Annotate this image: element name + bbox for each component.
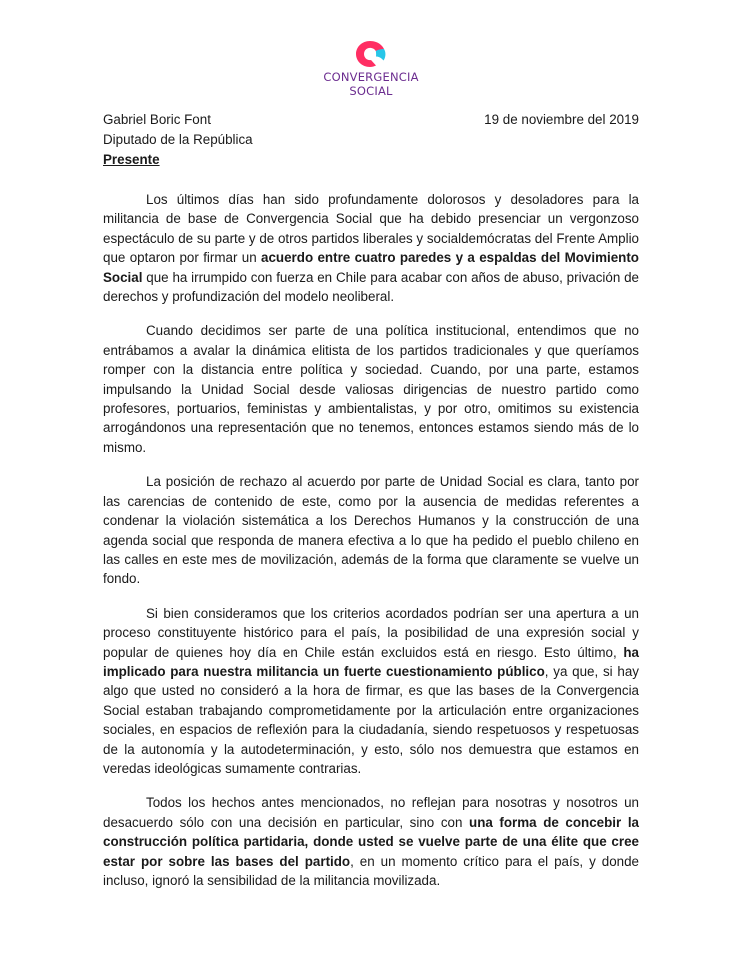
paragraph-text: Cuando decidimos ser parte de una política institucional, entendimos que no entrábamos a avalar la dinámica elitista de los partidos tradicionales y que queríamos romper con la distancia entre política y sociedad. Cuando, por una parte, estamos impulsando la Unidad Social desde valiosas dirigencias de nuestro partido como profesores, portuarios, feministas y ambientalistas, y por otro, omitimos su existencia arrogándonos una representación que no tenemos, entonces estamos siendo más de lo mismo. — [103, 323, 639, 455]
paragraph-text: La posición de rechazo al acuerdo por parte de Unidad Social es clara, tanto por las carencias de contenido de este, como por la ausencia de medidas referentes a condenar la violación sistemática a los Derechos Humanos y la construcción de una agenda social que responda de manera efectiva a lo que ha pedido el pueblo chileno en las calles en este mes de movilización, además de la forma que claramente se vuelve un fondo. — [103, 474, 639, 587]
logo-line-1: CONVERGENCIA — [323, 70, 419, 84]
body-paragraph — [103, 604, 639, 779]
recipient-title: Diputado de la República — [103, 132, 253, 147]
letter-body — [103, 190, 639, 905]
logo-mark-icon — [355, 40, 387, 68]
body-paragraph — [103, 472, 639, 588]
bold-text: acuerdo entre cuatro paredes y a espaldas del Movimiento Social — [103, 250, 639, 285]
body-paragraph — [103, 793, 639, 890]
paragraph-text: , en un momento crítico para el país, y donde incluso, ignoró la sensibilidad de la militancia movilizada. — [103, 853, 639, 888]
paragraph-text: Los últimos días han sido profundamente dolorosos y desoladores para la militancia de base de Convergencia Social que ha debido presenciar un vergonzoso espectáculo de su parte y de otros partidos liberales y socialdemócratas del Frente Amplio que optaron por firmar un — [103, 192, 639, 266]
letter-date: 19 de noviembre del 2019 — [484, 112, 639, 127]
paragraph-text: que ha irrumpido con fuerza en Chile para acabar con años de abuso, privación de derechos y profundización del modelo neoliberal. — [103, 269, 639, 305]
bold-text: una forma de concebir la construcción política partidaria, donde usted se vuelve parte de una élite que cree estar por sobre las bases del partido — [103, 814, 639, 869]
bold-text: ha implicado para nuestra militancia un fuerte cuestionamiento público — [103, 644, 639, 679]
paragraph-text: , ya que, si hay algo que usted no consideró a la hora de firmar, es que las bases de la Convergencia Social estaban trabajando comprometidamente por la articulación entre organizaciones sociales, en espacios de reflexión para la ciudadanía, siendo respetuosos y respetuosas de la autonomía y la autodeterminación, y esto, sólo nos demuestra que estamos en veredas ideológicas sumamente contrarias. — [103, 663, 639, 776]
logo-line-2: SOCIAL — [349, 84, 393, 98]
body-paragraph — [103, 321, 639, 457]
body-paragraph — [103, 190, 639, 306]
letter-header — [103, 110, 639, 170]
greeting: Presente — [103, 152, 160, 167]
paragraph-text: Si bien consideramos que los criterios acordados podrían ser una apertura a un proceso constituyente histórico para el país, la posibilidad de una expresión social y popular de quienes hoy día en Chile están excluidos está en riesgo. Esto último, — [103, 605, 639, 660]
recipient-name: Gabriel Boric Font — [103, 112, 211, 127]
paragraph-text: Todos los hechos antes mencionados, no reflejan para nosotras y nosotros un desacuerdo sólo con una decisión en particular, sino con — [103, 795, 639, 830]
convergencia-social-logo — [0, 40, 742, 98]
